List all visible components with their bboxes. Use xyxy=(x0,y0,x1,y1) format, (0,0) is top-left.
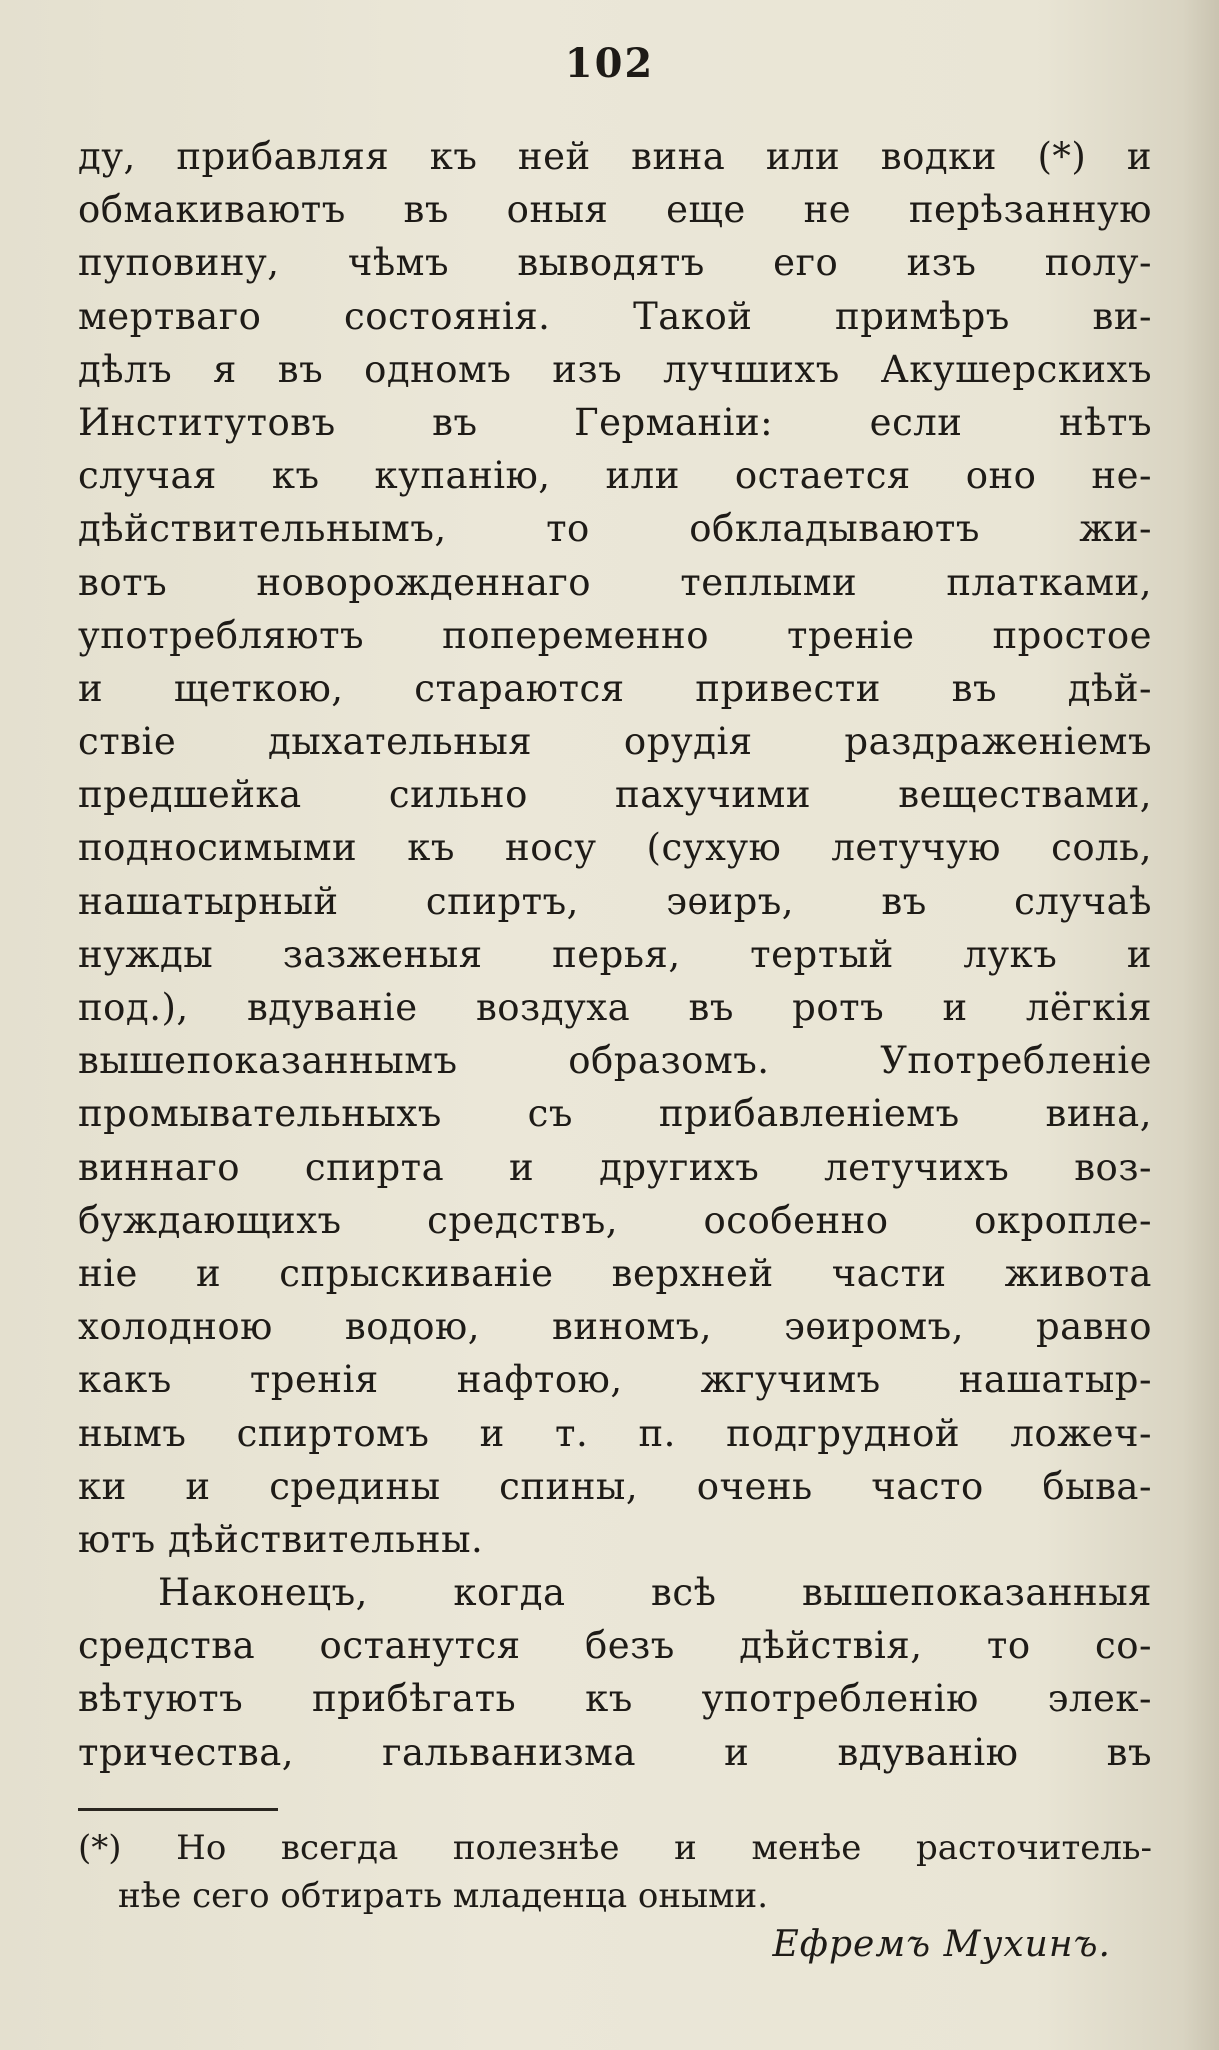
page-number: 102 xyxy=(564,40,655,87)
text-line: вышепоказаннымъ образомъ. Употребленіе xyxy=(78,1039,1152,1083)
text-line: ствіе дыхательныя орудія раздраженіемъ xyxy=(78,720,1152,764)
text-line: нымъ спиртомъ и т. п. подгрудной ложеч- xyxy=(78,1411,1152,1455)
footnote xyxy=(78,1824,1152,1920)
text-line: предшейка сильно пахучими веществами, xyxy=(78,773,1152,817)
text-line: мертваго состоянія. Такой примѣръ ви- xyxy=(78,294,1152,338)
text-line: вотъ новорожденнаго теплыми платками, xyxy=(78,560,1152,604)
text-line: дѣлъ я въ одномъ изъ лучшихъ Акушерскихъ xyxy=(78,347,1152,391)
text-line: ки и средины спины, очень часто быва- xyxy=(78,1464,1152,1508)
text-line: виннаго спирта и другихъ летучихъ воз- xyxy=(78,1145,1152,1189)
text-line: употребляютъ попеременно треніе простое xyxy=(78,613,1152,657)
text-line: под.), вдуваніе воздуха въ ротъ и лёгкія xyxy=(78,986,1152,1029)
text-line: вѣтуютъ прибѣгать къ употребленію элек- xyxy=(78,1677,1152,1721)
text-line: Институтовъ въ Германіи: если нѣтъ xyxy=(78,400,1152,444)
text-line: ніе и спрыскиваніе верхней части живота xyxy=(78,1251,1152,1295)
text-line: тричества, гальванизма и вдуванію въ xyxy=(78,1730,1152,1774)
text-line: ютъ дѣйствительны. xyxy=(78,1517,484,1561)
text-line: буждающихъ средствъ, особенно окропле- xyxy=(78,1198,1152,1242)
text-line: ду, прибавляя къ ней вина или водки (*) и xyxy=(78,135,1152,178)
signature: Ефремъ Мухинъ. xyxy=(772,1924,1111,1965)
text-line: холодною водою, виномъ, эѳиромъ, равно xyxy=(78,1305,1152,1349)
footnote-separator xyxy=(78,1808,278,1811)
text-line: подносимыми къ носу (сухую летучую соль, xyxy=(78,826,1152,870)
text-line: нашатырный спиртъ, эѳиръ, въ случаѣ xyxy=(78,879,1152,923)
text-line: какъ тренія нафтою, жгучимъ нашатыр- xyxy=(78,1358,1152,1402)
footnote-line: (*) Но всегда полезнѣе и менѣе расточитель- xyxy=(78,1828,1152,1868)
footnote-line: нѣе сего обтирать младенца оными. xyxy=(118,1876,769,1916)
text-line: средства останутся безъ дѣйствія, то со- xyxy=(78,1624,1152,1668)
text-line: промывательныхъ съ прибавленіемъ вина, xyxy=(78,1092,1152,1136)
text-line: дѣйствительнымъ, то обкладываютъ жи- xyxy=(78,507,1152,551)
text-line: Наконецъ, когда всѣ вышепоказанныя xyxy=(158,1571,1152,1615)
text-line: пуповину, чѣмъ выводятъ его изъ полу- xyxy=(78,241,1152,285)
body-text xyxy=(78,130,1152,1779)
text-line: нужды зазженыя перья, тертый лукъ и xyxy=(78,932,1152,976)
text-line: и щеткою, стараются привести въ дѣй- xyxy=(78,666,1152,710)
text-line: обмакиваютъ въ оныя еще не перѣзанную xyxy=(78,188,1152,232)
text-line: случая къ купанію, или остается оно не- xyxy=(78,454,1152,498)
